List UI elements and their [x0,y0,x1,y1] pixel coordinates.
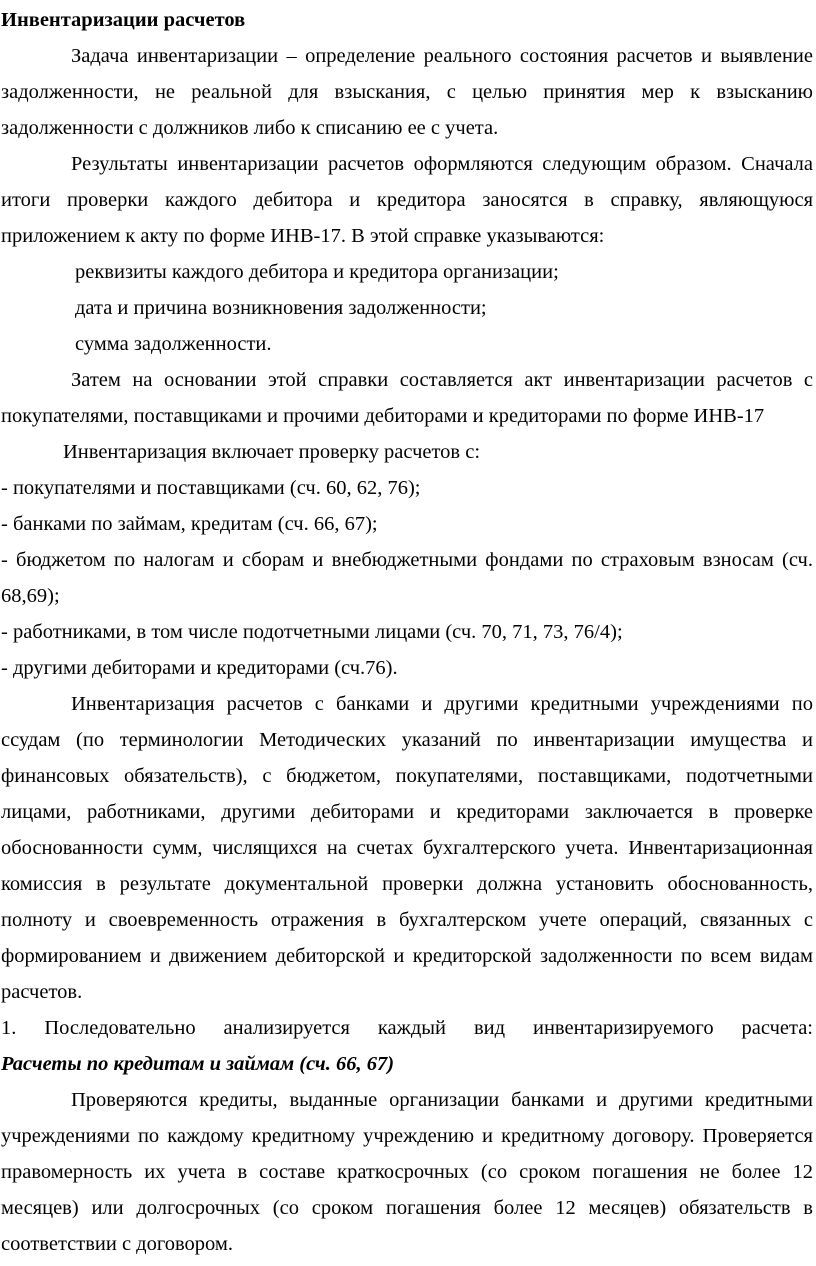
list-item: дата и причина возникновения задолженности; [75,297,487,319]
dash-list-item: - бюджетом по налогам и сборам и внебюджетными фондами по страховым взносам (сч. 68,69); [1,549,813,607]
paragraph-credits: Проверяются кредиты, выданные организации банками и другими кредитными учреждениями по каждому кредитному учреждению и кредитному договору. Проверяется правомерность их учета в составе краткосрочных (со сроком погашения не более 12 месяцев) или долгосрочных (со сроком погашения более 12 месяцев) обязательств в соответствии с договором. [1,1089,813,1255]
paragraph-results: Результаты инвентаризации расчетов оформляются следующим образом. Сначала итоги проверки каждого дебитора и кредитора заносятся в справку, являющуюся приложением к акту по форме ИНВ-17. В этой справке указываются: [1,153,813,247]
list-item: реквизиты каждого дебитора и кредитора организации; [75,261,559,283]
dash-list-item: - другими дебиторами и кредиторами (сч.76). [1,657,398,679]
section-subheading: Расчеты по кредитам и займам (сч. 66, 67) [1,1053,395,1075]
paragraph-includes: Инвентаризация включает проверку расчетов с: [63,441,481,463]
dash-list-item: - банками по займам, кредитам (сч. 66, 67); [1,513,378,535]
paragraph-task: Задача инвентаризации – определение реального состояния расчетов и выявление задолженности, не реальной для взыскания, с целью принятия мер к взысканию задолженности с должников либо к списанию ее с учета. [1,45,813,139]
list-item: сумма задолженности. [75,333,272,355]
paragraph-verification: Инвентаризация расчетов с банками и другими кредитными учреждениями по ссудам (по терминологии Методических указаний по инвентаризации имущества и финансовых обязательств), с бюджетом, покупателями, поставщиками, подотчетными лицами, работниками, другими дебиторами и кредиторами заключается в проверке обоснованности сумм, числящихся на счетах бухгалтерского учета. Инвентаризационная комиссия в результате документальной проверки должна установить обоснованность, полноту и своевременность отражения в бухгалтерском учете операций, связанных с формированием и движением дебиторской и кредиторской задолженности по всем видам расчетов. [1,693,813,1003]
dash-list-item: - работниками, в том числе подотчетными лицами (сч. 70, 71, 73, 76/4); [1,621,623,643]
numbered-item: 1. Последовательно анализируется каждый вид инвентаризируемого расчета: [1,1017,813,1039]
dash-list-item: - покупателями и поставщиками (сч. 60, 62, 76); [1,477,421,499]
document-title: Инвентаризации расчетов [1,9,246,31]
paragraph-act: Затем на основании этой справки составляется акт инвентаризации расчетов с покупателями, поставщиками и прочими дебиторами и кредиторами по форме ИНВ-17 [1,369,813,427]
